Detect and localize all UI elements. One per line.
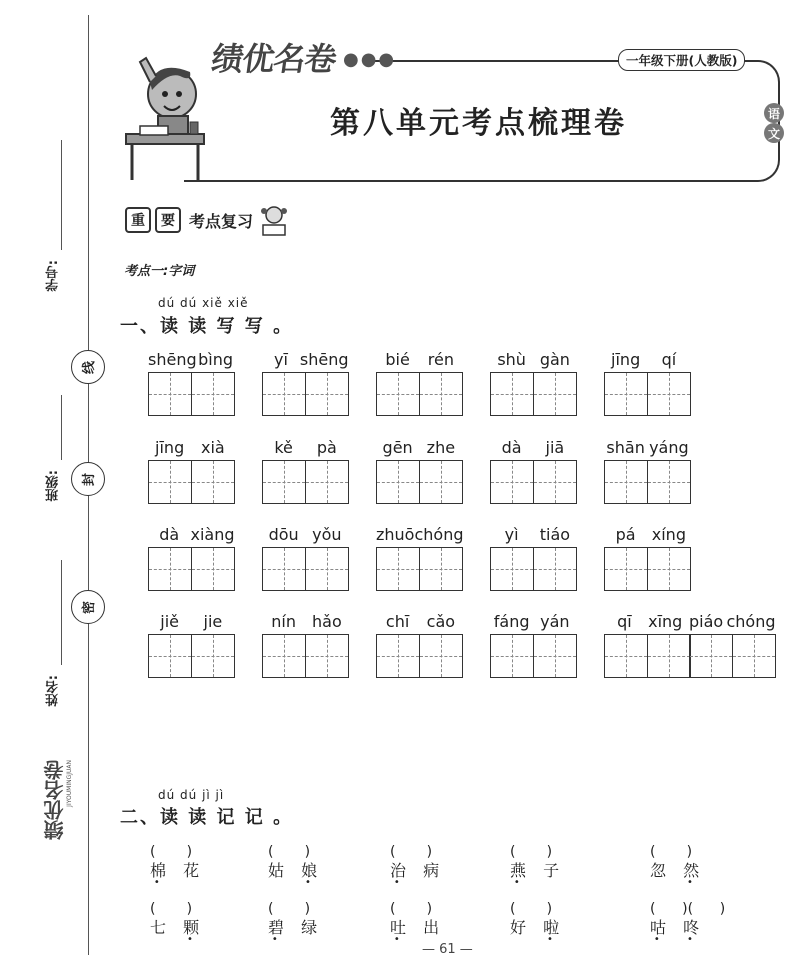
pinyin-syllable: jiā [545, 438, 565, 457]
tianzige-cell[interactable] [490, 634, 534, 678]
tianzige-cell[interactable] [305, 372, 349, 416]
pinyin-syllable: hǎo [312, 612, 342, 631]
pinyin-syllable: dà [501, 438, 522, 457]
char: 好 [510, 918, 533, 937]
word-box-group [148, 525, 235, 593]
char: 花 [183, 861, 206, 880]
pinyin-syllable: shān [606, 438, 645, 457]
tianzige-cell[interactable] [376, 460, 420, 504]
pinyin-syllable: cǎo [426, 612, 456, 631]
pinyin-blank[interactable]: ( ) [390, 901, 433, 917]
word-chars [268, 858, 323, 881]
tianzige-cell[interactable] [647, 547, 691, 591]
word-box-group [148, 612, 235, 680]
student-illustration [120, 42, 210, 182]
section-badge [125, 203, 291, 237]
tianzige-cell[interactable] [262, 372, 306, 416]
badge-char-1: 重 [125, 207, 151, 233]
subject-char-2: 文 [764, 123, 784, 143]
word-box-group [604, 438, 691, 506]
pinyin-blank[interactable]: ( ) [650, 844, 693, 860]
word-pinyin [262, 438, 349, 458]
word-pinyin [148, 438, 235, 458]
pinyin-syllable: yáng [649, 438, 689, 457]
word-pinyin [376, 438, 463, 458]
word-box-group [262, 525, 349, 593]
pinyin-syllable: shēng [148, 350, 197, 369]
pinyin-syllable: yǒu [312, 525, 342, 544]
tianzige-cell[interactable] [191, 460, 235, 504]
word-pinyin [604, 350, 691, 370]
xingming-label: 姓名: [46, 675, 61, 707]
kaodian-heading: 考点一:字词 [124, 264, 195, 279]
seal-mi: 密 [71, 590, 105, 624]
read-word [510, 844, 566, 881]
tianzige-cell[interactable] [376, 372, 420, 416]
word-box-group [490, 350, 577, 418]
tianzige-cell[interactable] [689, 634, 733, 678]
pinyin-syllable: zhe [426, 438, 456, 457]
tianzige-cell[interactable] [376, 634, 420, 678]
pinyin-syllable: qí [661, 350, 677, 369]
tianzige-cell[interactable] [732, 634, 776, 678]
pinyin-syllable: pà [316, 438, 337, 457]
pinyin-syllable: gàn [539, 350, 570, 369]
word-pinyin [604, 438, 691, 458]
word-box-group [262, 350, 349, 418]
word-pinyin [262, 350, 349, 370]
word-pinyin [490, 612, 577, 632]
word-pinyin [262, 612, 349, 632]
tianzige-cell[interactable] [148, 547, 192, 591]
tianzige-cell[interactable] [191, 547, 235, 591]
pinyin-syllable: yì [504, 525, 519, 544]
read-word [150, 844, 206, 881]
pinyin-syllable: dōu [268, 525, 299, 544]
xingming-rule [61, 560, 62, 665]
pinyin-syllable: chóng [414, 525, 464, 544]
word-box-group [376, 350, 463, 418]
word-pinyin [262, 525, 349, 545]
q2-title: 二、读 读 记 记 。 [120, 807, 294, 828]
pinyin-syllable: bìng [198, 350, 234, 369]
pinyin-syllable: chóng [726, 612, 776, 631]
char: 病 [423, 861, 446, 880]
tianzige-cell[interactable] [490, 460, 534, 504]
char: 绿 [301, 918, 324, 937]
tianzige-cell[interactable] [533, 634, 577, 678]
pinyin-syllable: kě [274, 438, 293, 457]
char: 咕 [650, 918, 673, 937]
girl-icon [257, 203, 291, 237]
word-box-group [490, 438, 577, 506]
tianzige-cell[interactable] [604, 460, 648, 504]
grade-badge: 一年级下册(人教版) [618, 49, 745, 71]
tianzige-cell[interactable] [305, 634, 349, 678]
pinyin-syllable: dà [159, 525, 180, 544]
tianzige-cell[interactable] [533, 372, 577, 416]
side-logo-text: 绩优名卷 [43, 760, 67, 840]
pinyin-syllable: tiáo [539, 525, 571, 544]
side-logo-sub: JIYOUMINGJUAN [66, 760, 73, 807]
page-title: 第八单元考点梳理卷 [330, 106, 627, 141]
word-chars [390, 915, 445, 938]
word-pinyin [376, 350, 463, 370]
word-chars [150, 858, 205, 881]
tianzige-cell[interactable] [262, 547, 306, 591]
tianzige-cell[interactable] [148, 460, 192, 504]
word-pinyin [490, 525, 577, 545]
pinyin-syllable: zhuō [376, 525, 415, 544]
seal-xian: 线 [71, 350, 105, 384]
char: 七 [150, 918, 173, 937]
pinyin-blank[interactable]: ( ) [150, 844, 193, 860]
char: 咚 [683, 918, 706, 937]
subject-char-1: 语 [764, 103, 784, 123]
tianzige-cell[interactable] [148, 372, 192, 416]
q1-title: 一、读 读 写 写 。 [120, 316, 294, 337]
char: 娘 [301, 861, 324, 880]
pinyin-blank[interactable]: ( )( ) [650, 901, 726, 917]
pinyin-syllable: chī [385, 612, 410, 631]
tianzige-cell[interactable] [604, 634, 648, 678]
pinyin-blank[interactable]: ( ) [510, 844, 553, 860]
read-word [650, 844, 706, 881]
word-pinyin [376, 525, 463, 545]
tianzige-cell[interactable] [533, 547, 577, 591]
word-chars [150, 915, 205, 938]
pinyin-syllable: xīng [648, 612, 683, 631]
tianzige-cell[interactable] [604, 547, 648, 591]
char: 吐 [390, 918, 413, 937]
char: 治 [390, 861, 413, 880]
read-word [268, 901, 324, 938]
banji-rule [61, 395, 62, 460]
tianzige-cell[interactable] [191, 634, 235, 678]
char: 出 [423, 918, 446, 937]
q2-pinyin: dú dú jì jì [158, 788, 225, 802]
pinyin-syllable: xiàng [190, 525, 235, 544]
pinyin-blank[interactable]: ( ) [150, 901, 193, 917]
word-pinyin [148, 612, 235, 632]
word-box-group [376, 525, 463, 593]
read-word [150, 901, 206, 938]
side-logo [40, 760, 80, 860]
tianzige-cell[interactable] [647, 372, 691, 416]
badge-char-2: 要 [155, 207, 181, 233]
tianzige-cell[interactable] [490, 372, 534, 416]
pinyin-syllable: nín [271, 612, 296, 631]
banji-label: 班级: [46, 470, 61, 502]
tianzige-cell[interactable] [490, 547, 534, 591]
read-word [390, 901, 446, 938]
word-box-group [262, 438, 349, 506]
char: 燕 [510, 861, 533, 880]
pinyin-blank[interactable]: ( ) [390, 844, 433, 860]
tianzige-cell[interactable] [262, 460, 306, 504]
word-box-group [148, 350, 235, 418]
word-box-group [262, 612, 349, 680]
word-pinyin [490, 350, 577, 370]
word-chars [650, 915, 705, 938]
word-box-group [604, 525, 691, 593]
tianzige-cell[interactable] [533, 460, 577, 504]
pinyin-syllable: qī [617, 612, 632, 631]
char: 忽 [650, 861, 673, 880]
pinyin-syllable: jīng [611, 350, 641, 369]
pinyin-syllable: pá [615, 525, 636, 544]
seal-feng: 封 [71, 462, 105, 496]
tianzige-cell[interactable] [148, 634, 192, 678]
tianzige-cell[interactable] [647, 460, 691, 504]
pinyin-syllable: bié [385, 350, 410, 369]
tianzige-cell[interactable] [305, 460, 349, 504]
tianzige-cell[interactable] [305, 547, 349, 591]
xuehao-rule [61, 140, 62, 250]
word-chars [510, 858, 565, 881]
pinyin-syllable: jie [203, 612, 223, 631]
word-chars [650, 858, 705, 881]
pinyin-syllable: gēn [382, 438, 413, 457]
tianzige-cell[interactable] [647, 634, 691, 678]
read-word [390, 844, 446, 881]
badge-text: 考点复习 [189, 211, 254, 231]
word-pinyin [604, 525, 691, 545]
pinyin-blank[interactable]: ( ) [268, 901, 311, 917]
word-pinyin [148, 525, 235, 545]
word-box-group [604, 612, 776, 680]
word-pinyin [376, 612, 463, 632]
pinyin-syllable: yī [273, 350, 288, 369]
word-box-group [376, 438, 463, 506]
tianzige-cell[interactable] [262, 634, 306, 678]
brand-logo: 绩优名卷 [209, 40, 339, 78]
word-pinyin [148, 350, 235, 370]
pinyin-syllable: xíng [651, 525, 686, 544]
word-pinyin [490, 438, 577, 458]
char: 子 [543, 861, 566, 880]
pinyin-blank[interactable]: ( ) [268, 844, 311, 860]
q1-pinyin: dú dú xiě xiě [158, 296, 249, 310]
word-box-group [490, 612, 577, 680]
word-chars [268, 915, 323, 938]
pinyin-blank[interactable]: ( ) [510, 901, 553, 917]
word-chars [510, 915, 565, 938]
word-box-group [376, 612, 463, 680]
word-box-group [148, 438, 235, 506]
tianzige-cell[interactable] [191, 372, 235, 416]
pinyin-syllable: jiě [160, 612, 179, 631]
tianzige-cell[interactable] [376, 547, 420, 591]
char: 然 [683, 861, 706, 880]
pinyin-syllable: piáo [688, 612, 724, 631]
read-word [510, 901, 566, 938]
pinyin-syllable: yán [540, 612, 570, 631]
tianzige-cell[interactable] [419, 634, 463, 678]
pinyin-syllable: shù [497, 350, 526, 369]
read-word [268, 844, 324, 881]
read-word [650, 901, 726, 938]
page-number: — 61 — [422, 942, 473, 957]
tianzige-cell[interactable] [419, 547, 463, 591]
word-pinyin [604, 612, 776, 632]
pinyin-syllable: jīng [155, 438, 185, 457]
pinyin-syllable: rén [427, 350, 454, 369]
word-chars [390, 858, 445, 881]
xuehao-label: 学号: [46, 260, 61, 292]
word-box-group [490, 525, 577, 593]
pinyin-syllable: fáng [493, 612, 530, 631]
pinyin-syllable: xià [201, 438, 225, 457]
word-box-group [604, 350, 691, 418]
char: 姑 [268, 861, 291, 880]
pinyin-syllable: shēng [299, 350, 349, 369]
tianzige-cell[interactable] [604, 372, 648, 416]
char: 碧 [268, 918, 291, 937]
tianzige-cell[interactable] [419, 460, 463, 504]
char: 啦 [543, 918, 566, 937]
char: 棉 [150, 861, 173, 880]
brand-dots: ●●● [343, 49, 397, 70]
char: 颗 [183, 918, 206, 937]
tianzige-cell[interactable] [419, 372, 463, 416]
